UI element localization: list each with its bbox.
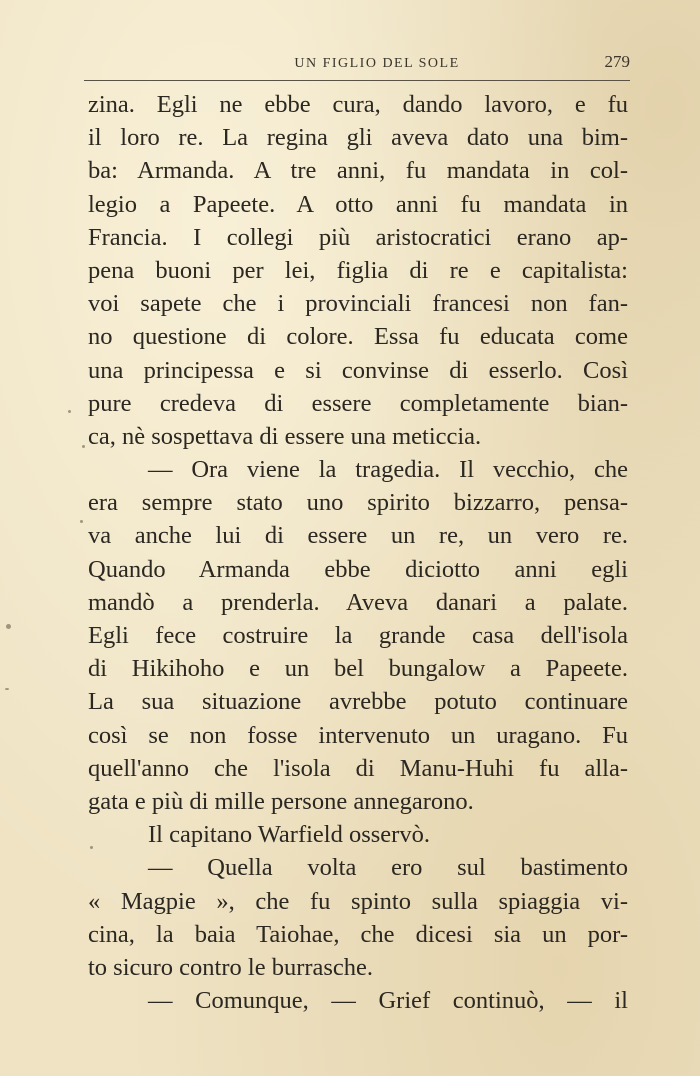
running-head (84, 52, 630, 76)
text-line: Francia. I collegi più aristocratici erano ap- (88, 223, 628, 251)
text-line: — Quella volta ero sul bastimento (148, 854, 628, 882)
text-line: una principessa e si convinse di esserlo. Così (88, 356, 628, 384)
text-line: Egli fece costruire la grande casa dell'isola (88, 622, 628, 649)
text-line: pure credeva di essere completamente bian- (88, 389, 628, 417)
text-line: no questione di colore. Essa fu educata come (88, 323, 628, 351)
paper-speck (6, 624, 11, 629)
text-line: così se non fosse intervenuto un uragano. Fu (88, 721, 628, 749)
text-line: — Comunque, — Grief continuò, — il (148, 987, 628, 1015)
paper-speck (90, 846, 93, 849)
paper-speck (80, 520, 83, 523)
text-line: voi sapete che i provinciali francesi non fan- (88, 290, 628, 318)
text-line: di Hikihoho e un bel bungalow a Papeete. (88, 655, 628, 683)
text-line: zina. Egli ne ebbe cura, dando lavoro, e fu (88, 91, 628, 118)
paper-speck (82, 445, 85, 448)
body-text (88, 88, 628, 1017)
paper-speck (5, 688, 9, 690)
text-line: il loro re. La regina gli aveva dato una bim- (88, 124, 628, 152)
paper-speck (68, 410, 71, 413)
header-rule (84, 80, 630, 81)
text-line: pena buoni per lei, figlia di re e capitalista: (88, 256, 628, 284)
text-line: era sempre stato uno spirito bizzarro, pensa- (88, 489, 628, 517)
page-number: 279 (604, 52, 630, 71)
text-line: to sicuro contro le burrasche. (88, 953, 374, 981)
text-line: ba: Armanda. A tre anni, fu mandata in col- (88, 157, 628, 185)
text-line: cina, la baia Taiohae, che dicesi sia un por- (88, 920, 628, 948)
text-line: « Magpie », che fu spinto sulla spiaggia vi- (88, 887, 628, 915)
text-line: va anche lui di essere un re, un vero re. (88, 522, 628, 550)
text-line: — Ora viene la tragedia. Il vecchio, che (148, 456, 628, 484)
text-line: Quando Armanda ebbe diciotto anni egli (88, 555, 628, 583)
text-line: mandò a prenderla. Aveva danari a palate. (88, 588, 628, 616)
text-line: Il capitano Warfield osservò. (148, 821, 430, 849)
text-line: quell'anno che l'isola di Manu-Huhi fu alla- (88, 754, 628, 782)
running-title: UN FIGLIO DEL SOLE (294, 56, 460, 71)
text-line: ca, nè sospettava di essere una meticcia. (88, 422, 482, 450)
text-line: legio a Papeete. A otto anni fu mandata in (88, 190, 628, 218)
text-line: La sua situazione avrebbe potuto continuare (88, 688, 628, 716)
text-line: gata e più di mille persone annegarono. (88, 787, 474, 815)
